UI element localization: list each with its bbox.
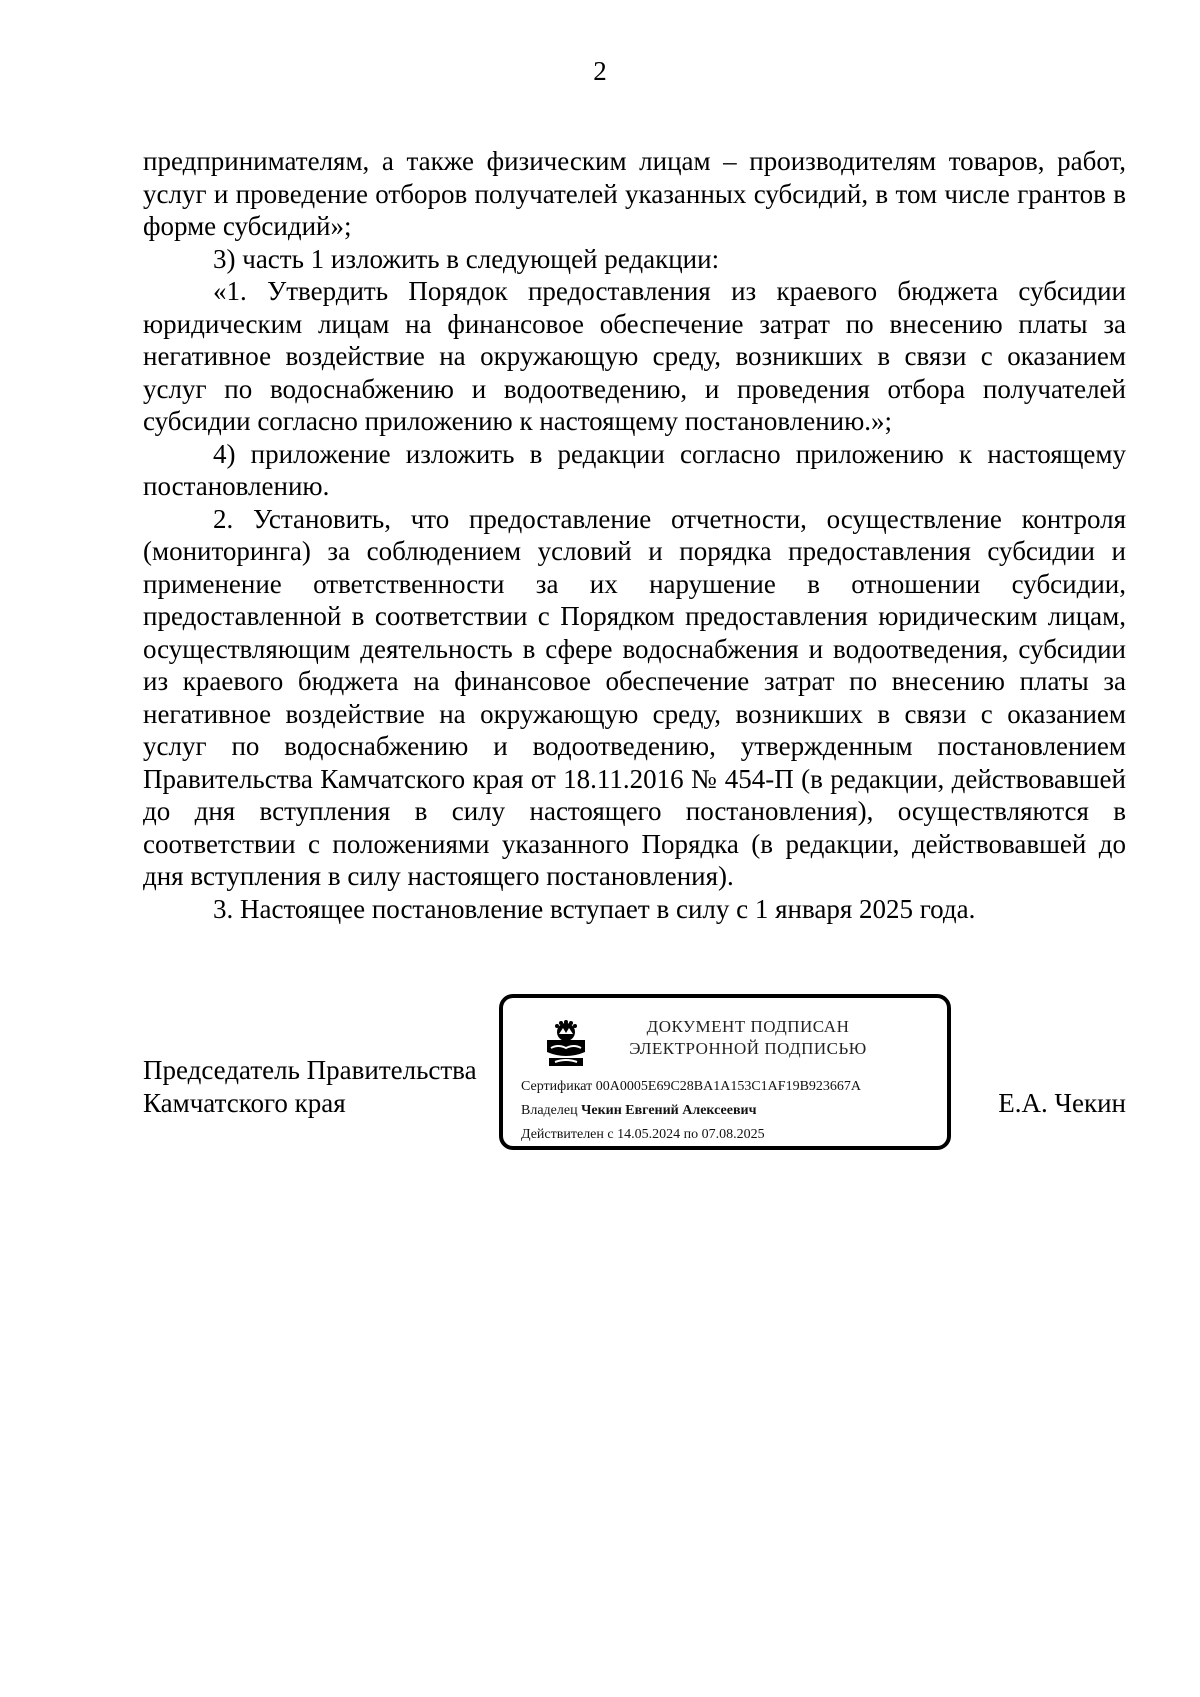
signer-title-line-1: Председатель Правительства xyxy=(143,1055,477,1085)
coat-of-arms-icon xyxy=(541,1018,591,1068)
page-number: 2 xyxy=(593,56,607,86)
owner-value: Чекин Евгений Алексеевич xyxy=(581,1103,757,1118)
paragraph-section-2: 2. Установить, что предоставление отчетности, осуществление контроля (мониторинга) за соблюдением условий и порядка предоставления субсидии и применение ответственности за их нарушение в отношении субсидии, предоставленной в соответствии с Порядком предоставления юридическим лицам, осуществляющим деятельность в сфере водоснабжения и водоотведения, субсидии из краевого бюджета на финансовое обеспечение затрат по внесению платы за негативное воздействие на окружающую среду, возникших в связи с оказанием услуг по водоснабжению и водоотведению, утвержденным постановлением Правительства Камчатского края от 18.11.2016 № 454-П (в редакции, действовавшей до дня вступления в силу настоящего постановления), осуществляются в соответствии с положениями указанного Порядка (в редакции, действовавшей до дня вступления в силу настоящего постановления). xyxy=(143,503,1126,891)
stamp-heading-line-1: ДОКУМЕНТ ПОДПИСАН xyxy=(646,1017,850,1036)
stamp-owner xyxy=(521,1102,756,1120)
stamp-heading-line-2: ЭЛЕКТРОННОЙ ПОДПИСЬЮ xyxy=(629,1039,867,1058)
stamp-validity xyxy=(521,1126,765,1144)
paragraph-section-3: 3. Настоящее постановление вступает в силу с 1 января 2025 года. xyxy=(213,893,976,924)
paragraph-item-3: 3) часть 1 изложить в следующей редакции: xyxy=(213,243,720,274)
certificate-label: Сертификат xyxy=(521,1079,593,1094)
valid-to: 07.08.2025 xyxy=(701,1127,765,1142)
certificate-value: 00A0005E69C28BA1A153C1AF19B923667A xyxy=(595,1079,862,1094)
paragraph-item-4: 4) приложение изложить в редакции согласно приложению к настоящему постановлению. xyxy=(143,438,1126,501)
signer-name: Е.А. Чекин xyxy=(998,1088,1126,1118)
owner-label: Владелец xyxy=(521,1103,578,1118)
valid-label: Действителен с xyxy=(521,1127,614,1142)
stamp-certificate xyxy=(521,1078,861,1096)
valid-to-label: по xyxy=(683,1127,699,1142)
paragraph-continuation: предпринимателям, а также физическим лицам – производителям товаров, работ, услуг и проведение отборов получателей указанных субсидий, в том числе грантов в форме субсидий»; xyxy=(143,146,1126,241)
paragraph-quoted-part-1: «1. Утвердить Порядок предоставления из краевого бюджета субсидии юридическим лицам на финансовое обеспечение затрат по внесению платы за негативное воздействие на окружающую среду, возникших в связи с оказанием услуг по водоснабжению и водоотведению, и проведения отбора получателей субсидии согласно приложению к настоящему постановлению.»; xyxy=(143,276,1126,436)
document-body xyxy=(143,145,1126,925)
signer-title-line-2: Камчатского края xyxy=(143,1088,346,1118)
signer-title xyxy=(143,1054,477,1120)
stamp-heading xyxy=(603,1016,893,1060)
valid-from: 14.05.2024 xyxy=(617,1127,681,1142)
signature-block xyxy=(143,994,1126,1174)
electronic-signature-stamp xyxy=(499,994,951,1150)
